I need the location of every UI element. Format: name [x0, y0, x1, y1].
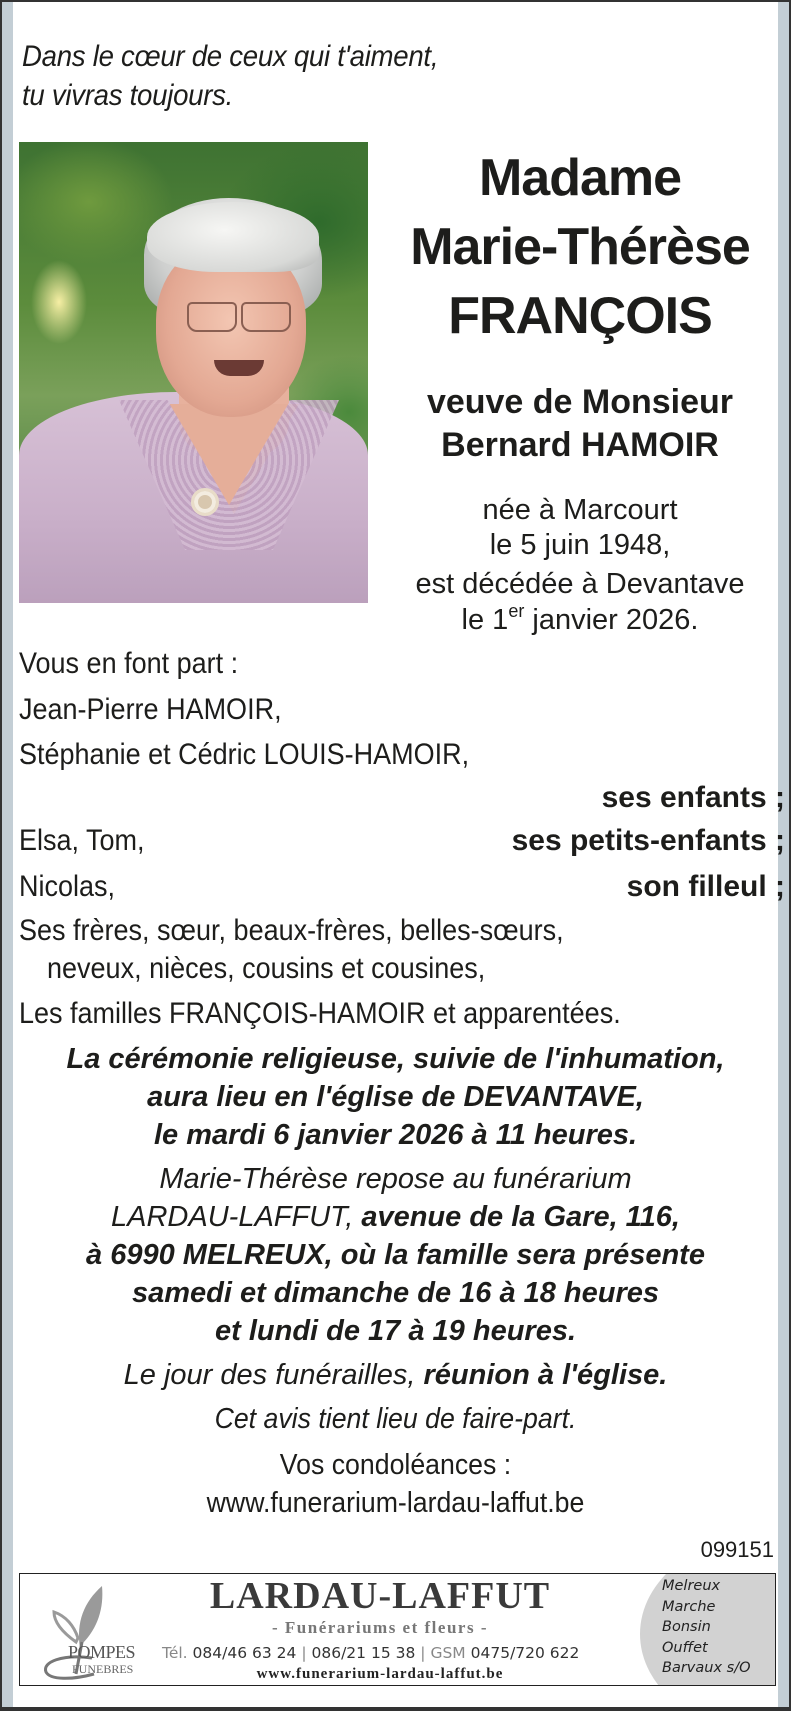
company-website[interactable]: www.funerarium-lardau-laffut.be	[256, 1666, 504, 1682]
godson: Nicolas,	[19, 870, 116, 903]
funeral-day-meeting: réunion à l'église.	[423, 1359, 668, 1391]
logo-funebres: FUNEBRES	[72, 1662, 134, 1676]
photo-fringe	[147, 202, 319, 272]
deceased-surname: FRANÇOIS	[448, 287, 712, 345]
repose-line-1: Marie-Thérèse repose au funérarium	[159, 1163, 632, 1195]
photo-glasses-left	[187, 302, 237, 332]
tel-1[interactable]: 084/46 63 24	[192, 1644, 297, 1662]
death-date-ordinal: er	[508, 601, 525, 621]
birth-date: le 5 juin 1948,	[489, 529, 671, 561]
company-name: LARDAU-LAFFUT	[209, 1575, 551, 1617]
funeral-day-note	[0, 1359, 791, 1392]
announcement-intro: Vous en font part :	[19, 647, 239, 680]
town-item: Ouffet	[662, 1639, 708, 1656]
families: Les familles FRANÇOIS-HAMOIR et apparentées.	[19, 997, 621, 1030]
funeral-day-text: Le jour des funérailles,	[123, 1359, 424, 1391]
tel-label: Tél.	[162, 1644, 188, 1662]
gsm-label: GSM	[430, 1644, 466, 1662]
photo-glasses-right	[241, 302, 291, 332]
ceremony-line-2: aura lieu en l'église de DEVANTAVE,	[147, 1081, 644, 1113]
funeral-home-banner	[19, 1573, 776, 1686]
deceased-title: Madame	[478, 149, 682, 207]
town-item: Marche	[662, 1598, 716, 1615]
town-item: Bonsin	[662, 1619, 711, 1635]
epigraph-line-1: Dans le cœur de ceux qui t'aiment,	[22, 40, 439, 73]
death-date-suffix: janvier 2026.	[524, 604, 699, 636]
death-place: est décédée à Devantave	[415, 568, 745, 600]
widow-of-line-1: veuve de Monsieur	[426, 383, 734, 421]
death-date-prefix: le 1	[461, 604, 509, 636]
grandchildren: Elsa, Tom,	[19, 824, 145, 857]
repose-address: avenue de la Gare, 116,	[361, 1201, 680, 1233]
phone-line	[162, 1644, 579, 1662]
town-item: Melreux	[662, 1578, 721, 1594]
separator: |	[301, 1644, 307, 1662]
repose-line-5: et lundi de 17 à 19 heures.	[214, 1315, 577, 1347]
company-tagline: - Funérariums et fleurs -	[272, 1618, 488, 1637]
repose-line-4: samedi et dimanche de 16 à 18 heures	[131, 1277, 660, 1309]
death-date	[390, 601, 770, 637]
reference-number: 099151	[700, 1537, 774, 1562]
children-relation: ses enfants ;	[601, 781, 785, 814]
widow-of-line-2: Bernard HAMOIR	[441, 426, 719, 464]
tel-2[interactable]: 086/21 15 38	[311, 1644, 416, 1662]
repose-funeral-home: LARDAU-LAFFUT,	[111, 1201, 362, 1233]
repose-line-2	[0, 1201, 791, 1234]
notice-text: Cet avis tient lieu de faire-part.	[214, 1403, 577, 1435]
condolences-url[interactable]: www.funerarium-lardau-laffut.be	[206, 1487, 585, 1519]
pompes-funebres-logo	[32, 1582, 142, 1682]
grandchildren-relation: ses petits-enfants ;	[511, 824, 785, 857]
logo-pompes: POMPES	[68, 1642, 136, 1662]
godson-relation: son filleul ;	[626, 870, 785, 903]
epigraph-line-2: tu vivras toujours.	[22, 79, 234, 112]
siblings-line-1: Ses frères, sœur, beaux-frères, belles-sœurs,	[19, 914, 564, 947]
portrait-photo	[19, 142, 368, 603]
ceremony-line-1: La cérémonie religieuse, suivie de l'inhumation,	[66, 1043, 725, 1075]
separator: |	[420, 1644, 426, 1662]
left-margin-bar	[2, 2, 13, 1707]
ceremony-line-3: le mardi 6 janvier 2026 à 11 heures.	[153, 1119, 638, 1151]
birth-place: née à Marcourt	[482, 494, 678, 526]
deceased-given-name: Marie-Thérèse	[410, 218, 750, 276]
condolences-label: Vos condoléances :	[279, 1449, 512, 1481]
town-list	[662, 1576, 751, 1679]
town-item: Barvaux s/O	[662, 1660, 751, 1676]
siblings-line-2: neveux, nièces, cousins et cousines,	[47, 952, 486, 985]
photo-pendant	[191, 488, 219, 516]
repose-line-3: à 6990 MELREUX, où la famille sera présente	[86, 1239, 705, 1271]
child-1: Jean-Pierre HAMOIR,	[19, 693, 282, 726]
gsm-number[interactable]: 0475/720 622	[470, 1644, 580, 1662]
child-2: Stéphanie et Cédric LOUIS-HAMOIR,	[19, 738, 470, 771]
